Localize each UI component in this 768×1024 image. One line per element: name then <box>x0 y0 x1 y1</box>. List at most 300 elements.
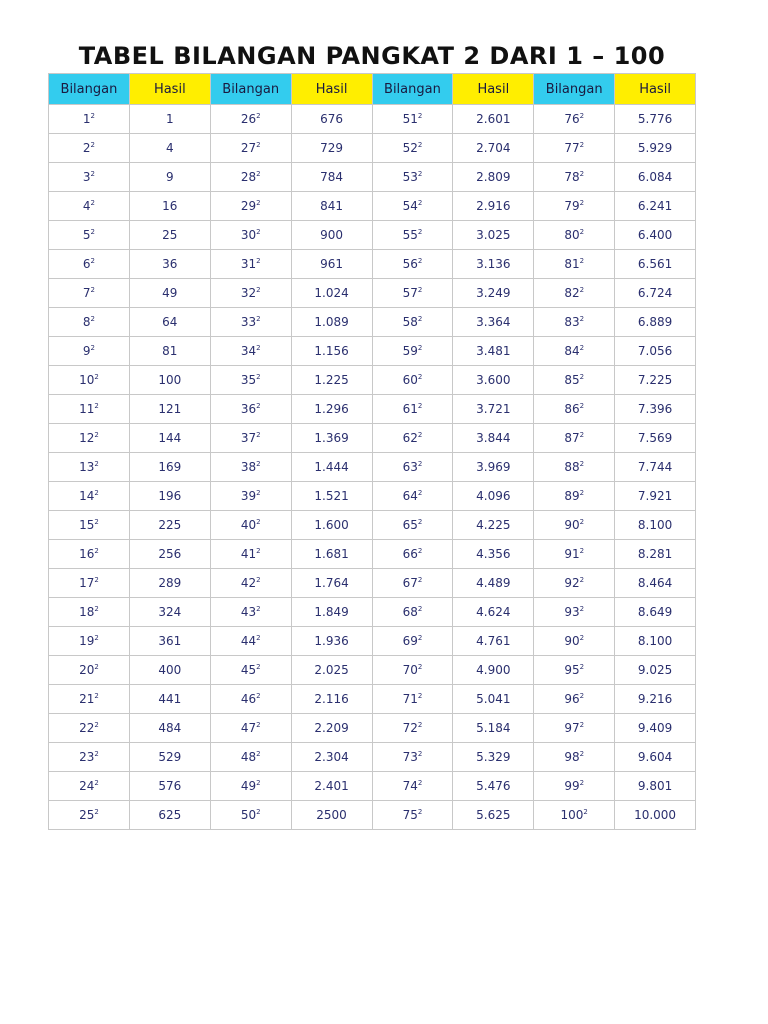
column-header-hasil: Hasil <box>129 74 210 105</box>
exponent: 2 <box>579 547 585 555</box>
hasil-cell: 3.136 <box>453 250 534 279</box>
bilangan-cell <box>372 424 453 453</box>
squares-table <box>48 73 696 830</box>
bilangan-cell <box>534 395 615 424</box>
base-number: 28 <box>240 170 257 184</box>
base-number: 47 <box>240 721 257 735</box>
base-number: 67 <box>402 576 418 590</box>
hasil-cell: 9.604 <box>615 743 696 772</box>
base-number: 39 <box>240 489 257 503</box>
exponent: 2 <box>417 489 423 497</box>
base-number: 6 <box>82 257 91 271</box>
hasil-cell: 64 <box>129 308 210 337</box>
hasil-cell: 121 <box>129 395 210 424</box>
exponent: 2 <box>94 808 99 816</box>
bilangan-cell <box>210 366 291 395</box>
hasil-cell: 289 <box>129 569 210 598</box>
bilangan-cell <box>49 569 130 598</box>
base-number: 9 <box>82 344 91 358</box>
exponent: 2 <box>90 228 95 236</box>
base-number: 86 <box>564 402 580 416</box>
hasil-cell: 1.369 <box>291 424 372 453</box>
exponent: 2 <box>417 576 423 584</box>
base-number: 13 <box>79 460 95 474</box>
hasil-cell: 900 <box>291 221 372 250</box>
hasil-cell: 49 <box>129 279 210 308</box>
exponent: 2 <box>583 808 588 816</box>
bilangan-cell <box>210 743 291 772</box>
bilangan-cell <box>49 598 130 627</box>
bilangan-cell <box>372 511 453 540</box>
hasil-cell: 4.096 <box>453 482 534 511</box>
exponent: 2 <box>256 141 261 149</box>
bilangan-cell <box>534 627 615 656</box>
bilangan-cell <box>372 308 453 337</box>
exponent: 2 <box>256 518 261 526</box>
bilangan-cell <box>372 105 453 134</box>
hasil-cell: 2.809 <box>453 163 534 192</box>
hasil-cell: 5.776 <box>615 105 696 134</box>
hasil-cell: 169 <box>129 453 210 482</box>
bilangan-cell <box>49 801 130 830</box>
hasil-cell: 2.025 <box>291 656 372 685</box>
bilangan-cell <box>372 250 453 279</box>
base-number: 62 <box>402 431 418 445</box>
hasil-cell: 6.724 <box>615 279 696 308</box>
bilangan-cell <box>534 685 615 714</box>
bilangan-cell <box>210 540 291 569</box>
base-number: 71 <box>402 692 418 706</box>
bilangan-cell <box>534 482 615 511</box>
bilangan-cell <box>210 453 291 482</box>
exponent: 2 <box>417 460 423 468</box>
hasil-cell: 5.041 <box>453 685 534 714</box>
table-row <box>49 540 696 569</box>
exponent: 2 <box>256 460 261 468</box>
hasil-cell: 324 <box>129 598 210 627</box>
exponent: 2 <box>417 518 423 526</box>
hasil-cell: 4.225 <box>453 511 534 540</box>
bilangan-cell <box>372 743 453 772</box>
exponent: 2 <box>417 170 423 178</box>
exponent: 2 <box>579 170 585 178</box>
column-header-hasil: Hasil <box>615 74 696 105</box>
exponent: 2 <box>256 344 261 352</box>
bilangan-cell <box>49 511 130 540</box>
hasil-cell: 1.521 <box>291 482 372 511</box>
exponent: 2 <box>94 431 99 439</box>
bilangan-cell <box>49 772 130 801</box>
bilangan-cell <box>49 656 130 685</box>
bilangan-cell <box>534 221 615 250</box>
bilangan-cell <box>372 627 453 656</box>
exponent: 2 <box>417 257 423 265</box>
bilangan-cell <box>49 366 130 395</box>
base-number: 25 <box>79 808 95 822</box>
base-number: 95 <box>564 663 580 677</box>
base-number: 31 <box>240 257 257 271</box>
base-number: 20 <box>79 663 95 677</box>
base-number: 32 <box>240 286 257 300</box>
base-number: 96 <box>564 692 580 706</box>
base-number: 2 <box>82 141 91 155</box>
exponent: 2 <box>417 199 423 207</box>
table-row <box>49 511 696 540</box>
table-row <box>49 424 696 453</box>
base-number: 70 <box>402 663 418 677</box>
base-number: 97 <box>564 721 580 735</box>
base-number: 48 <box>240 750 257 764</box>
exponent: 2 <box>417 605 423 613</box>
hasil-cell: 25 <box>129 221 210 250</box>
exponent: 2 <box>94 721 99 729</box>
bilangan-cell <box>534 192 615 221</box>
base-number: 10 <box>79 373 95 387</box>
bilangan-cell <box>210 250 291 279</box>
hasil-cell: 1.764 <box>291 569 372 598</box>
hasil-cell: 841 <box>291 192 372 221</box>
base-number: 87 <box>564 431 580 445</box>
exponent: 2 <box>256 634 261 642</box>
hasil-cell: 7.744 <box>615 453 696 482</box>
exponent: 2 <box>579 141 585 149</box>
base-number: 60 <box>402 373 418 387</box>
base-number: 38 <box>240 460 257 474</box>
bilangan-cell <box>49 424 130 453</box>
base-number: 41 <box>240 547 257 561</box>
hasil-cell: 1.600 <box>291 511 372 540</box>
exponent: 2 <box>579 431 585 439</box>
bilangan-cell <box>534 714 615 743</box>
table-row <box>49 801 696 830</box>
bilangan-cell <box>49 540 130 569</box>
exponent: 2 <box>90 199 95 207</box>
hasil-cell: 3.364 <box>453 308 534 337</box>
table-row <box>49 250 696 279</box>
hasil-cell: 5.476 <box>453 772 534 801</box>
hasil-cell: 1.156 <box>291 337 372 366</box>
hasil-cell: 1.296 <box>291 395 372 424</box>
base-number: 61 <box>402 402 418 416</box>
hasil-cell: 529 <box>129 743 210 772</box>
bilangan-cell <box>372 714 453 743</box>
base-number: 16 <box>79 547 95 561</box>
bilangan-cell <box>49 337 130 366</box>
column-header-bilangan: Bilangan <box>210 74 291 105</box>
column-header-hasil: Hasil <box>453 74 534 105</box>
exponent: 2 <box>256 808 261 816</box>
exponent: 2 <box>256 489 261 497</box>
bilangan-cell <box>210 279 291 308</box>
bilangan-cell <box>372 569 453 598</box>
hasil-cell: 1.225 <box>291 366 372 395</box>
bilangan-cell <box>372 772 453 801</box>
exponent: 2 <box>94 692 99 700</box>
exponent: 2 <box>417 402 423 410</box>
base-number: 58 <box>402 315 418 329</box>
exponent: 2 <box>579 199 585 207</box>
bilangan-cell <box>210 714 291 743</box>
base-number: 90 <box>564 518 580 532</box>
exponent: 2 <box>90 141 95 149</box>
bilangan-cell <box>49 221 130 250</box>
exponent: 2 <box>256 112 261 120</box>
hasil-cell: 4 <box>129 134 210 163</box>
hasil-cell: 3.844 <box>453 424 534 453</box>
bilangan-cell <box>534 598 615 627</box>
exponent: 2 <box>256 779 261 787</box>
base-number: 52 <box>402 141 418 155</box>
base-number: 88 <box>564 460 580 474</box>
hasil-cell: 2.209 <box>291 714 372 743</box>
bilangan-cell <box>49 714 130 743</box>
exponent: 2 <box>579 663 585 671</box>
hasil-cell: 9.025 <box>615 656 696 685</box>
exponent: 2 <box>579 402 585 410</box>
base-number: 17 <box>79 576 95 590</box>
bilangan-cell <box>372 453 453 482</box>
exponent: 2 <box>90 112 95 120</box>
hasil-cell: 9.801 <box>615 772 696 801</box>
bilangan-cell <box>534 105 615 134</box>
base-number: 89 <box>564 489 580 503</box>
exponent: 2 <box>256 431 261 439</box>
exponent: 2 <box>417 692 423 700</box>
table-row <box>49 743 696 772</box>
bilangan-cell <box>49 482 130 511</box>
exponent: 2 <box>94 460 99 468</box>
table-row <box>49 337 696 366</box>
exponent: 2 <box>417 286 423 294</box>
hasil-cell: 16 <box>129 192 210 221</box>
hasil-cell: 6.561 <box>615 250 696 279</box>
hasil-cell: 9.409 <box>615 714 696 743</box>
page-title: TABEL BILANGAN PANGKAT 2 DARI 1 – 100 <box>78 42 666 70</box>
exponent: 2 <box>256 750 261 758</box>
hasil-cell: 5.929 <box>615 134 696 163</box>
hasil-cell: 1.936 <box>291 627 372 656</box>
exponent: 2 <box>94 779 99 787</box>
bilangan-cell <box>210 569 291 598</box>
hasil-cell: 484 <box>129 714 210 743</box>
bilangan-cell <box>49 192 130 221</box>
exponent: 2 <box>579 257 585 265</box>
table-row <box>49 395 696 424</box>
hasil-cell: 7.056 <box>615 337 696 366</box>
base-number: 99 <box>564 779 580 793</box>
base-number: 69 <box>402 634 418 648</box>
exponent: 2 <box>417 547 423 555</box>
exponent: 2 <box>579 605 585 613</box>
bilangan-cell <box>534 337 615 366</box>
hasil-cell: 9.216 <box>615 685 696 714</box>
exponent: 2 <box>256 576 261 584</box>
bilangan-cell <box>372 163 453 192</box>
bilangan-cell <box>534 134 615 163</box>
exponent: 2 <box>256 692 261 700</box>
exponent: 2 <box>417 141 423 149</box>
bilangan-cell <box>372 801 453 830</box>
base-number: 82 <box>564 286 580 300</box>
bilangan-cell <box>210 424 291 453</box>
bilangan-cell <box>49 453 130 482</box>
table-row <box>49 279 696 308</box>
hasil-cell: 8.100 <box>615 627 696 656</box>
bilangan-cell <box>534 250 615 279</box>
table-row <box>49 569 696 598</box>
hasil-cell: 7.396 <box>615 395 696 424</box>
exponent: 2 <box>256 315 261 323</box>
base-number: 11 <box>79 402 95 416</box>
base-number: 43 <box>240 605 257 619</box>
table-row <box>49 627 696 656</box>
hasil-cell: 6.889 <box>615 308 696 337</box>
hasil-cell: 2.916 <box>453 192 534 221</box>
base-number: 3 <box>82 170 91 184</box>
bilangan-cell <box>210 598 291 627</box>
base-number: 50 <box>240 808 257 822</box>
bilangan-cell <box>534 540 615 569</box>
column-header-bilangan: Bilangan <box>49 74 130 105</box>
table-row <box>49 134 696 163</box>
exponent: 2 <box>94 518 99 526</box>
base-number: 15 <box>79 518 95 532</box>
base-number: 76 <box>564 112 580 126</box>
bilangan-cell <box>49 308 130 337</box>
bilangan-cell <box>372 279 453 308</box>
bilangan-cell <box>210 221 291 250</box>
bilangan-cell <box>534 424 615 453</box>
exponent: 2 <box>579 779 585 787</box>
exponent: 2 <box>94 373 99 381</box>
base-number: 55 <box>402 228 418 242</box>
hasil-cell: 3.025 <box>453 221 534 250</box>
base-number: 90 <box>564 634 580 648</box>
table-row <box>49 192 696 221</box>
exponent: 2 <box>256 547 261 555</box>
hasil-cell: 7.569 <box>615 424 696 453</box>
hasil-cell: 784 <box>291 163 372 192</box>
exponent: 2 <box>417 112 423 120</box>
hasil-cell: 225 <box>129 511 210 540</box>
hasil-cell: 100 <box>129 366 210 395</box>
base-number: 21 <box>79 692 95 706</box>
bilangan-cell <box>534 366 615 395</box>
hasil-cell: 256 <box>129 540 210 569</box>
base-number: 59 <box>402 344 418 358</box>
base-number: 12 <box>79 431 95 445</box>
bilangan-cell <box>210 656 291 685</box>
exponent: 2 <box>579 228 585 236</box>
hasil-cell: 3.600 <box>453 366 534 395</box>
exponent: 2 <box>90 315 95 323</box>
bilangan-cell <box>210 395 291 424</box>
hasil-cell: 6.084 <box>615 163 696 192</box>
exponent: 2 <box>579 373 585 381</box>
table-row <box>49 714 696 743</box>
base-number: 36 <box>240 402 257 416</box>
hasil-cell: 8.100 <box>615 511 696 540</box>
table-header-row <box>49 74 696 105</box>
base-number: 72 <box>402 721 418 735</box>
table-row <box>49 482 696 511</box>
bilangan-cell <box>372 221 453 250</box>
exponent: 2 <box>579 634 585 642</box>
exponent: 2 <box>256 199 261 207</box>
base-number: 74 <box>402 779 418 793</box>
hasil-cell: 1 <box>129 105 210 134</box>
hasil-cell: 81 <box>129 337 210 366</box>
exponent: 2 <box>417 431 423 439</box>
exponent: 2 <box>579 576 585 584</box>
exponent: 2 <box>94 489 99 497</box>
base-number: 65 <box>402 518 418 532</box>
exponent: 2 <box>90 170 95 178</box>
bilangan-cell <box>210 163 291 192</box>
exponent: 2 <box>579 692 585 700</box>
table-row <box>49 105 696 134</box>
hasil-cell: 8.649 <box>615 598 696 627</box>
hasil-cell: 2.304 <box>291 743 372 772</box>
base-number: 30 <box>240 228 257 242</box>
hasil-cell: 4.761 <box>453 627 534 656</box>
hasil-cell: 6.241 <box>615 192 696 221</box>
hasil-cell: 2.601 <box>453 105 534 134</box>
hasil-cell: 676 <box>291 105 372 134</box>
base-number: 75 <box>402 808 418 822</box>
base-number: 66 <box>402 547 418 561</box>
exponent: 2 <box>94 605 99 613</box>
hasil-cell: 8.464 <box>615 569 696 598</box>
base-number: 27 <box>240 141 257 155</box>
base-number: 42 <box>240 576 257 590</box>
table-row <box>49 685 696 714</box>
hasil-cell: 36 <box>129 250 210 279</box>
base-number: 8 <box>82 315 91 329</box>
base-number: 26 <box>240 112 257 126</box>
exponent: 2 <box>256 257 261 265</box>
hasil-cell: 2500 <box>291 801 372 830</box>
bilangan-cell <box>49 279 130 308</box>
exponent: 2 <box>579 750 585 758</box>
base-number: 45 <box>240 663 257 677</box>
bilangan-cell <box>534 656 615 685</box>
column-header-bilangan: Bilangan <box>534 74 615 105</box>
hasil-cell: 9 <box>129 163 210 192</box>
bilangan-cell <box>210 627 291 656</box>
hasil-cell: 3.969 <box>453 453 534 482</box>
bilangan-cell <box>49 743 130 772</box>
base-number: 44 <box>240 634 257 648</box>
table-row <box>49 163 696 192</box>
bilangan-cell <box>210 308 291 337</box>
hasil-cell: 8.281 <box>615 540 696 569</box>
base-number: 35 <box>240 373 257 387</box>
bilangan-cell <box>49 134 130 163</box>
base-number: 77 <box>564 141 580 155</box>
exponent: 2 <box>94 750 99 758</box>
exponent: 2 <box>417 228 423 236</box>
hasil-cell: 625 <box>129 801 210 830</box>
table-row <box>49 221 696 250</box>
hasil-cell: 5.625 <box>453 801 534 830</box>
bilangan-cell <box>372 337 453 366</box>
base-number: 29 <box>240 199 257 213</box>
table-row <box>49 308 696 337</box>
base-number: 80 <box>564 228 580 242</box>
bilangan-cell <box>210 685 291 714</box>
base-number: 84 <box>564 344 580 358</box>
